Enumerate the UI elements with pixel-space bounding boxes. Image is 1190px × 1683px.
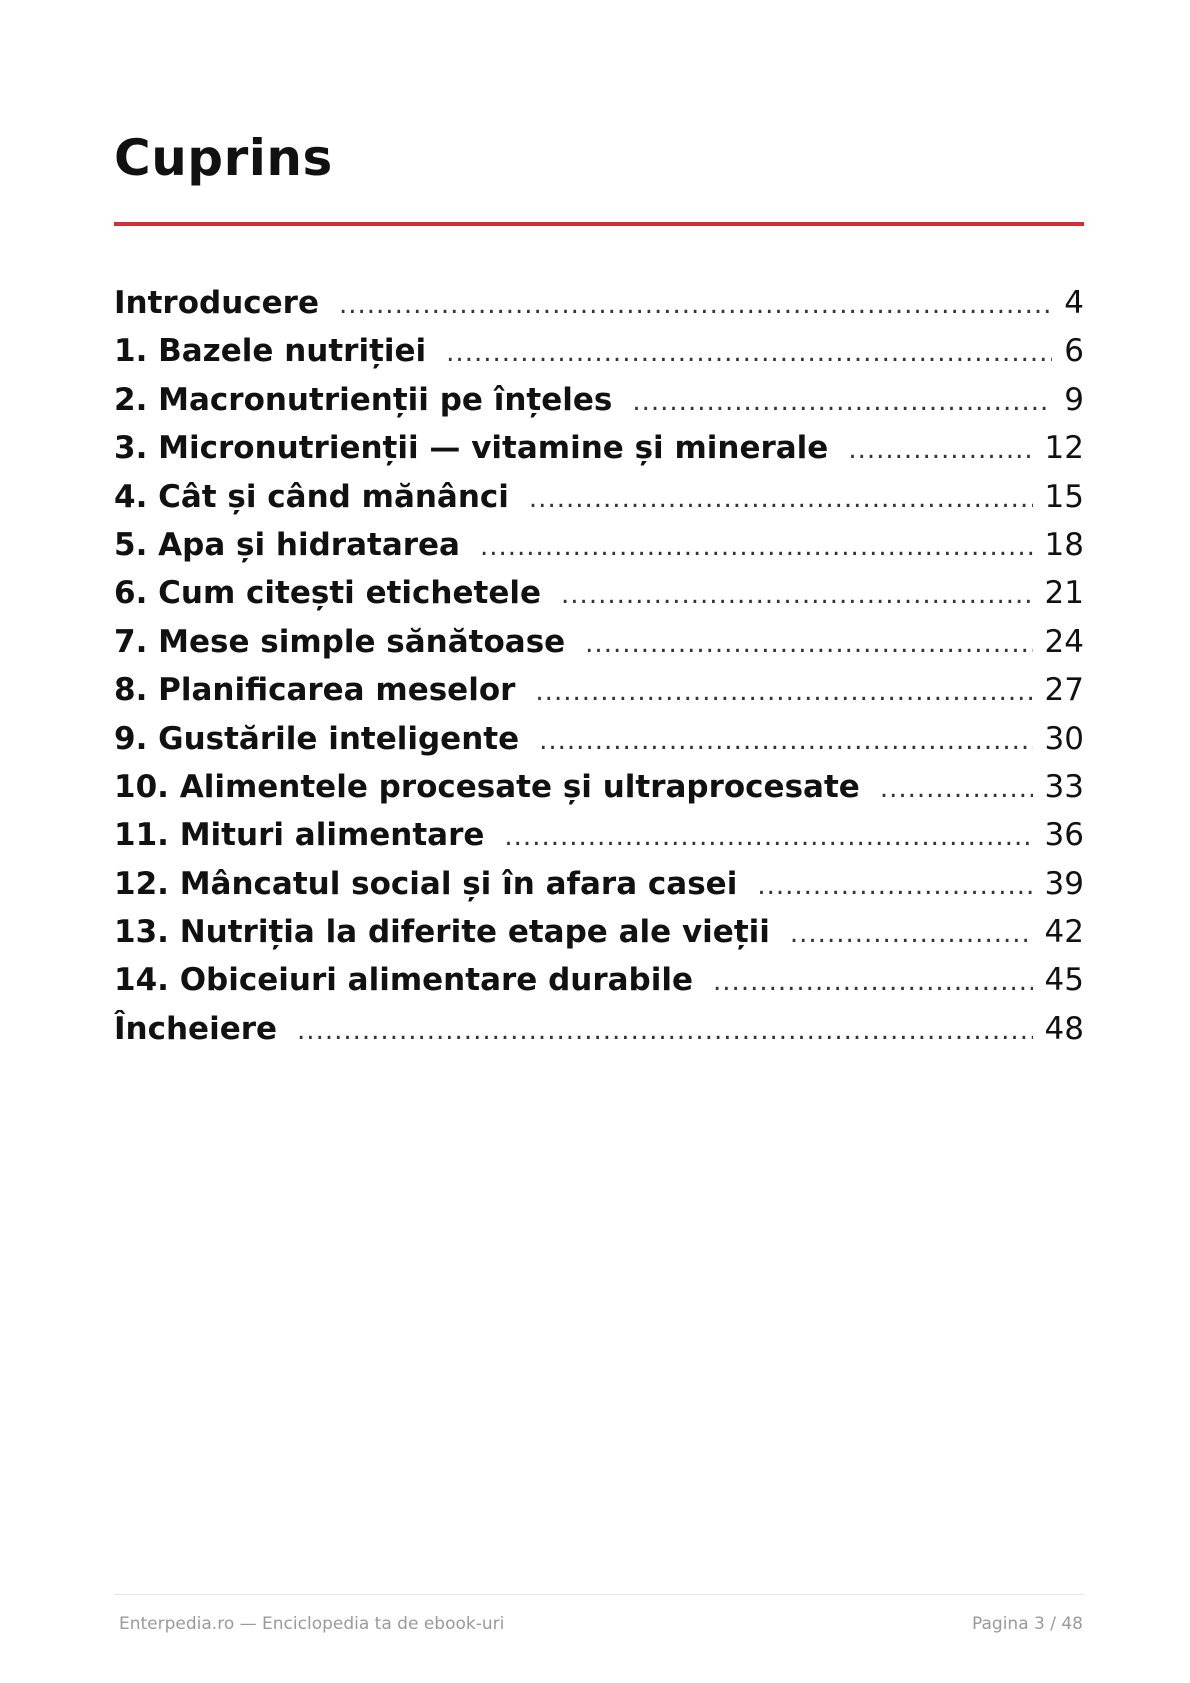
toc-entry-page: 27 xyxy=(1044,672,1084,709)
toc-entry-title: Încheiere xyxy=(114,1010,278,1047)
toc-entry-page: 4 xyxy=(1064,285,1084,321)
toc-entry[interactable] xyxy=(114,666,1084,714)
toc-entry[interactable] xyxy=(114,473,1084,521)
toc-dot-leader xyxy=(504,813,1032,861)
toc-entry[interactable] xyxy=(114,1005,1084,1053)
toc-dot-leader xyxy=(535,668,1032,716)
toc-entry-page: 36 xyxy=(1044,817,1084,854)
footer-site-credit: Enterpedia.ro — Enciclopedia ta de ebook-uri xyxy=(119,1614,505,1634)
toc-entry-title: 7. Mese simple sănătoase xyxy=(114,623,566,660)
toc-dot-leader xyxy=(539,717,1032,765)
toc-entry-title: 5. Apa și hidratarea xyxy=(114,526,460,563)
toc-entry-page: 9 xyxy=(1064,381,1084,418)
toc-entry[interactable] xyxy=(114,908,1084,956)
toc-dot-leader xyxy=(713,958,1033,1006)
toc-entry-title: 13. Nutriția la diferite etape ale vieții xyxy=(114,914,770,951)
toc-entry-page: 15 xyxy=(1044,478,1084,515)
toc-dot-leader xyxy=(757,862,1032,910)
table-of-contents xyxy=(114,279,1084,1053)
footer-page-number: Pagina 3 / 48 xyxy=(972,1614,1083,1634)
toc-entry-title: 1. Bazele nutriției xyxy=(114,333,427,370)
toc-entry-page: 42 xyxy=(1044,914,1084,951)
toc-entry-title: 3. Micronutrienții — vitamine și minerale xyxy=(114,430,829,467)
toc-entry-title: 6. Cum citești etichetele xyxy=(114,575,542,612)
toc-entry-title: 9. Gustările inteligente xyxy=(114,720,520,757)
toc-dot-leader xyxy=(632,378,1052,426)
page-title: Cuprins xyxy=(114,129,333,187)
toc-dot-leader xyxy=(339,281,1052,329)
toc-entry-page: 45 xyxy=(1044,962,1084,999)
toc-entry-title: 12. Mâncatul social și în afara casei xyxy=(114,865,738,902)
toc-entry-title: 10. Alimentele procesate și ultraprocesate xyxy=(114,768,860,805)
toc-dot-leader xyxy=(790,910,1033,958)
toc-entry-title: 14. Obiceiuri alimentare durabile xyxy=(114,962,694,999)
toc-entry-title: 4. Cât și când mănânci xyxy=(114,478,509,515)
toc-entry-page: 24 xyxy=(1044,623,1084,660)
toc-entry-title: 8. Planificarea meselor xyxy=(114,672,516,709)
toc-entry-page: 39 xyxy=(1044,865,1084,902)
toc-entry-page: 48 xyxy=(1044,1010,1084,1047)
toc-entry-page: 6 xyxy=(1064,333,1084,370)
toc-dot-leader xyxy=(880,765,1033,813)
toc-dot-leader xyxy=(848,426,1032,474)
toc-dot-leader xyxy=(529,475,1033,523)
toc-entry[interactable] xyxy=(114,376,1084,424)
toc-entry[interactable] xyxy=(114,279,1084,327)
toc-entry[interactable] xyxy=(114,569,1084,617)
toc-dot-leader xyxy=(585,620,1032,668)
toc-dot-leader xyxy=(561,571,1033,619)
toc-entry-page: 21 xyxy=(1044,575,1084,612)
toc-entry-page: 18 xyxy=(1044,526,1084,563)
toc-entry[interactable] xyxy=(114,521,1084,569)
toc-dot-leader xyxy=(480,523,1033,571)
toc-entry[interactable] xyxy=(114,424,1084,472)
footer-divider xyxy=(114,1594,1084,1595)
toc-entry-title: 2. Macronutrienții pe înțeles xyxy=(114,381,613,418)
toc-entry-page: 33 xyxy=(1044,768,1084,805)
toc-entry[interactable] xyxy=(114,763,1084,811)
toc-entry[interactable] xyxy=(114,860,1084,908)
toc-entry[interactable] xyxy=(114,811,1084,859)
toc-entry[interactable] xyxy=(114,327,1084,375)
toc-entry[interactable] xyxy=(114,715,1084,763)
toc-entry[interactable] xyxy=(114,956,1084,1004)
toc-dot-leader xyxy=(446,329,1052,377)
toc-dot-leader xyxy=(297,1007,1033,1055)
toc-entry-title: 11. Mituri alimentare xyxy=(114,817,485,854)
title-divider xyxy=(114,222,1084,226)
toc-entry[interactable] xyxy=(114,618,1084,666)
toc-entry-title: Introducere xyxy=(114,285,319,321)
toc-entry-page: 30 xyxy=(1044,720,1084,757)
toc-entry-page: 12 xyxy=(1044,430,1084,467)
